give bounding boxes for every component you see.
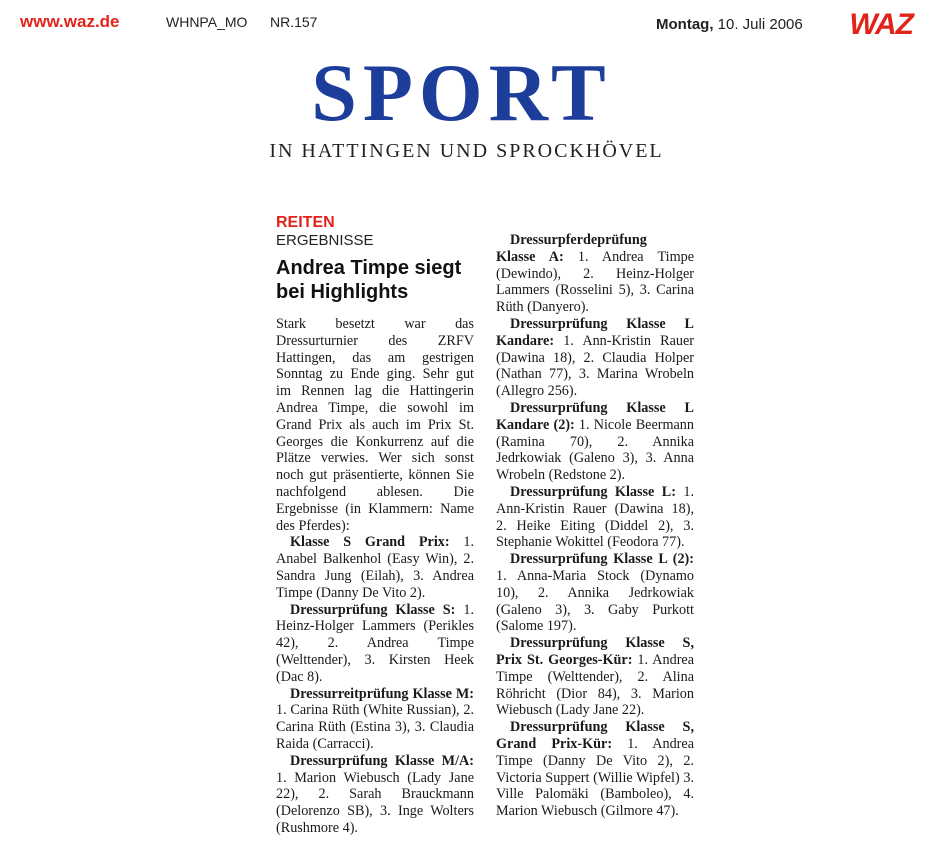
issue-date: [656, 16, 803, 33]
waz-logo: WAZ: [849, 8, 913, 41]
result-item: Dressurprüfung Klasse L: 1. Ann-Kristin Rauer (Dawina 18), 2. Heike Eiting (Diddel 2), 3. Stephanie Wokittel (Feodora 77).: [496, 483, 694, 551]
result-item: Dressurprüfung Klasse S, Prix St. Georges-Kür: 1. Andrea Timpe (Welttender), 2. Alina Röhricht (Dior 84), 3. Marion Wiebusch (Lady Jane 22).: [496, 635, 695, 719]
article-kicker: REITEN: [276, 214, 335, 231]
result-item: Dressurreitprüfung Klasse M: 1. Carina Rüth (White Russian), 2. Carina Rüth (Estina 3), 3. Claudia Raida (Carracci).: [276, 685, 474, 752]
masthead: [0, 47, 933, 163]
article-column-1: [276, 214, 474, 837]
edition-code: WHNPA_MO: [166, 14, 248, 30]
weekday: Montag,: [656, 16, 714, 33]
article-column-2: [496, 232, 694, 820]
article-headline: Andrea Timpe siegt bei Highlights: [276, 257, 462, 303]
article-rubric: ERGEBNISSE: [276, 232, 374, 249]
date-text: 10. Juli 2006: [713, 16, 803, 33]
result-item: Dressurprüfung Klasse S, Grand Prix-Kür: 1. Andrea Timpe (Danny De Vito 2), 2. Victoria Suppert (Willie Wipfel) 3. Ville Palomäki (Bamboleo), 4. Marion Wiebusch (Gilmore 47).: [496, 719, 694, 820]
result-item: Klasse A: 1. Andrea Timpe (Dewindo), 2. Heinz-Holger Lammers (Rosselini 5), 3. Carina Rüth (Danyero).: [496, 248, 694, 316]
result-item: Dressurprüfung Klasse L Kandare: 1. Ann-Kristin Rauer (Dawina 18), 2. Claudia Holper (Nathan 77), 3. Marina Wrobeln (Allegro 256).: [496, 315, 694, 400]
column-subhead: Dressurpferdeprüfung: [510, 232, 647, 248]
result-item: Dressurprüfung Klasse L Kandare (2): 1. Nicole Beermann (Ramina 70), 2. Annika Jedrkowiak (Galeno 3), 3. Anna Wrobeln (Redstone 2).: [496, 399, 694, 484]
result-item: Klasse S Grand Prix: 1. Anabel Balkenhol (Easy Win), 2. Sandra Jung (Eilah), 3. Andrea Timpe (Danny De Vito 2).: [276, 534, 474, 601]
result-item: Dressurprüfung Klasse S: 1. Heinz-Holger Lammers (Perikles 42), 2. Andrea Timpe (Welttender), 3. Kirsten Heek (Dac 8).: [276, 601, 474, 685]
result-item: Dressurprüfung Klasse L (2): 1. Anna-Maria Stock (Dynamo 10), 2. Annika Jedrkowiak (Galeno 3), 3. Gaby Purkott (Salome 197).: [496, 551, 694, 635]
issue-number: NR.157: [270, 14, 318, 30]
page-header: [20, 8, 913, 41]
article-lead: Stark besetzt war das Dressurturnier des ZRFV Hattingen, das am gestrigen Sonntag zu Ende ging. Sehr gut im Rennen lag die Hattingerin Andrea Timpe, die sowohl im Grand Prix als auch im Prix St. Georges die Konkurrenz auf die Plätze verwies. Wer sich sonst noch gut präsentierte, können Sie nachfolgend ablesen. Die Ergebnisse (in Klammern: Name des Pferdes):: [276, 316, 474, 534]
result-item: Dressurprüfung Klasse M/A: 1. Marion Wiebusch (Lady Jane 22), 2. Sarah Brauckmann (Delorenzo SB), 3. Inge Wolters (Rushmore 4).: [276, 752, 474, 836]
section-subtitle: IN HATTINGEN UND SPROCKHÖVEL: [269, 140, 664, 162]
section-title: SPORT: [311, 47, 612, 138]
site-url: www.waz.de: [20, 12, 120, 31]
